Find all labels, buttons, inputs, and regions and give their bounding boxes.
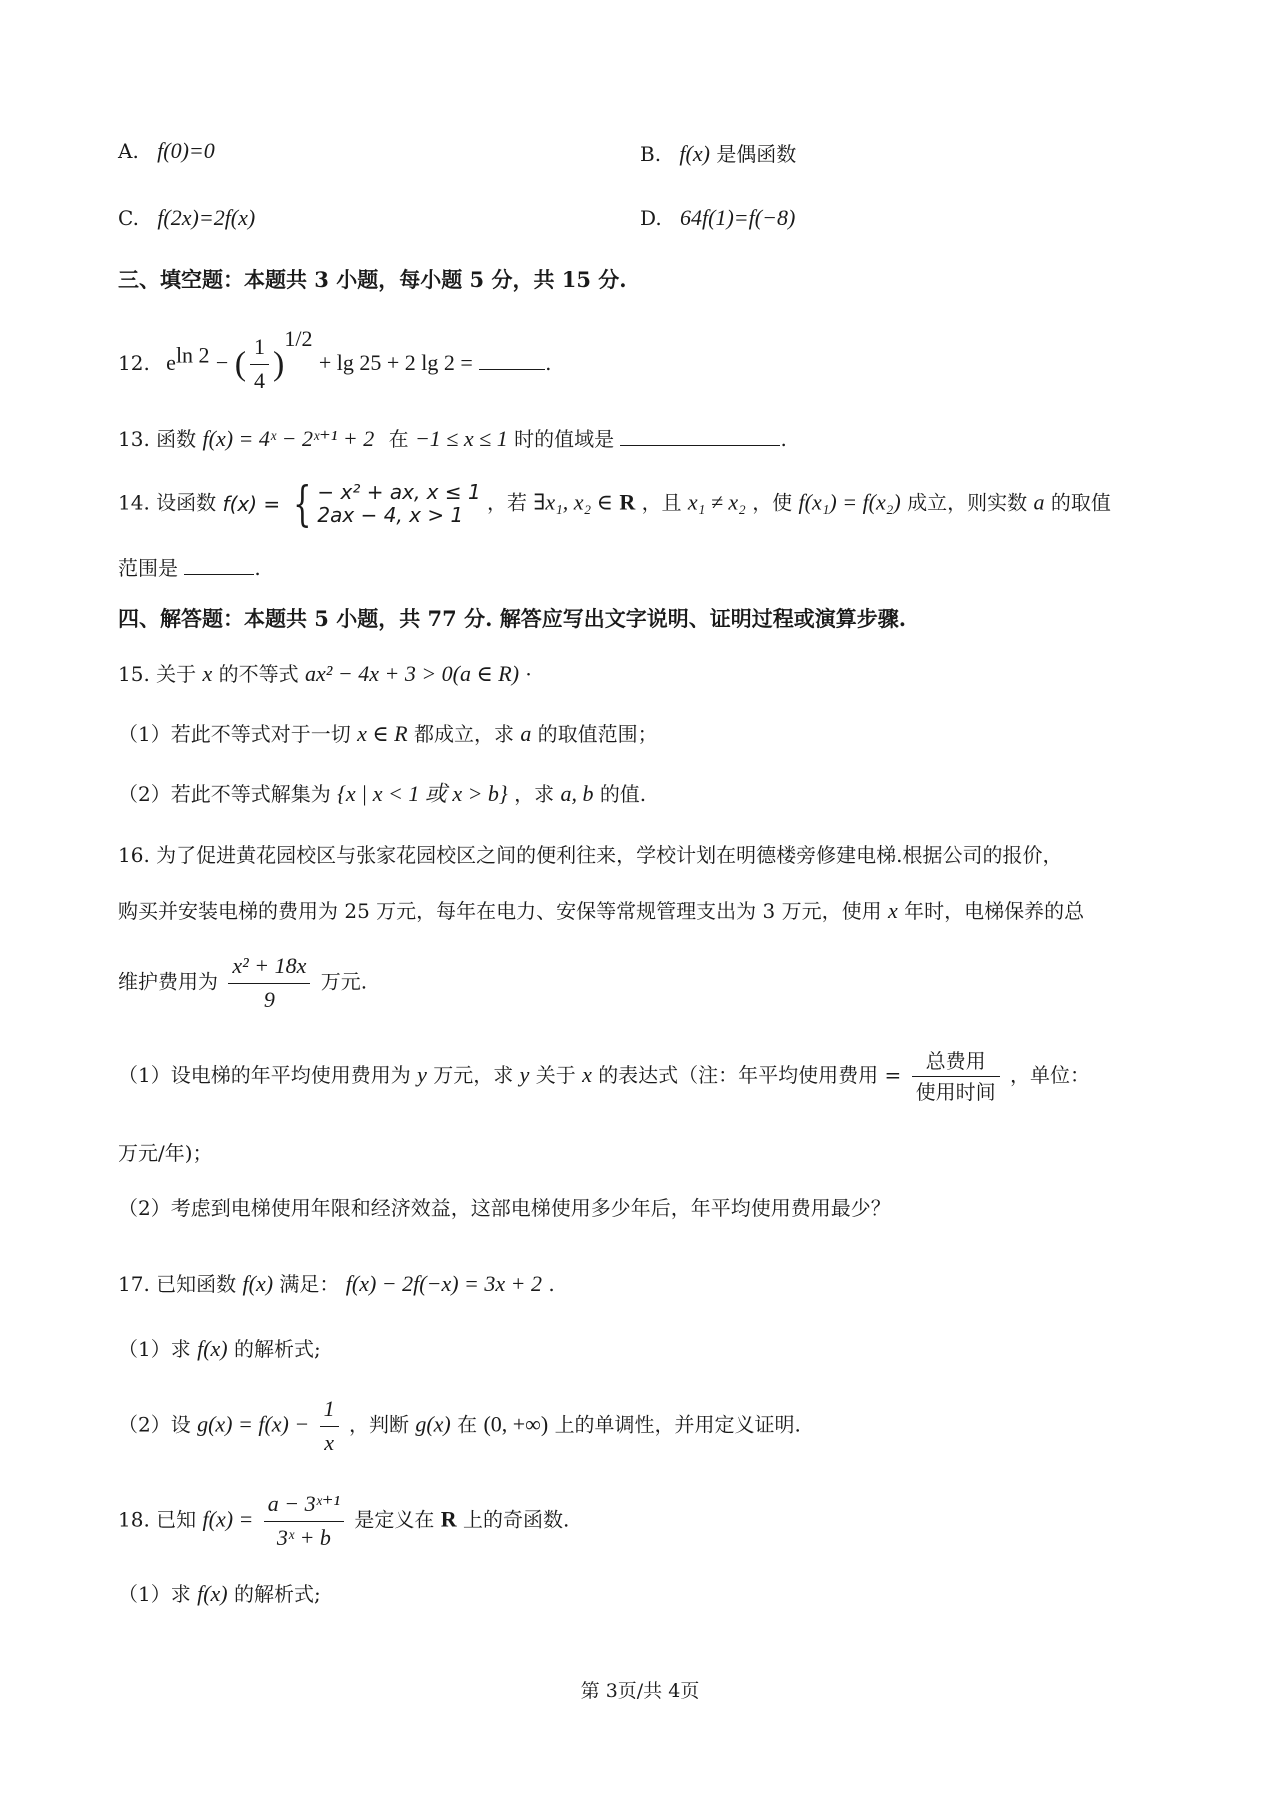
q15-x: x — [202, 661, 213, 686]
option-c-expr: f(2x)=2f(x) — [157, 205, 256, 230]
option-b — [640, 138, 796, 167]
q14-a: a — [1033, 489, 1045, 515]
question-16-part2: （2）考虑到电梯使用年限和经济效益，这部电梯使用多少年后，年平均使用费用最少？ — [118, 1196, 891, 1220]
question-17-part1 — [118, 1335, 321, 1364]
q14-case2: 2ax − 4, x > 1 — [317, 503, 464, 527]
question-14 — [118, 476, 1111, 532]
q18-frac-num: a − 3ˣ⁺¹ — [264, 1490, 344, 1522]
q16-line2a: 购买并安装电梯的费用为 25 万元，每年在电力、安保等常规管理支出为 3 万元，使用 — [118, 899, 882, 923]
q16-line2-x: x — [887, 898, 898, 923]
q14-number: 14. — [118, 490, 150, 515]
q12-answer-blank[interactable] — [479, 369, 545, 370]
q12-minus: − — [215, 350, 229, 375]
q13-text3: 时的值域是 — [514, 427, 615, 451]
q14-cond2: x₁ ≠ x₂ — [687, 489, 746, 515]
q16-p1-fraction — [912, 1048, 1000, 1105]
q17-p1-fx: f(x) — [197, 1336, 228, 1361]
q17-equation: f(x) − 2f(−x) = 3x + 2 — [345, 1271, 542, 1296]
q14-fx: f(x) = — [222, 491, 281, 516]
q15-p2-text: （2）若此不等式解集为 — [118, 782, 331, 806]
q16-p1-den: 使用时间 — [915, 1080, 996, 1104]
section3-heading: 三、填空题：本题共 3 小题，每小题 5 分，共 15 分. — [118, 267, 627, 292]
question-15-part1 — [118, 720, 658, 749]
q17-p1a: （1）求 — [118, 1337, 191, 1361]
q15-p1-cond: x ∈ R — [357, 721, 408, 746]
q18-p1a: （1）求 — [118, 1582, 191, 1606]
q12-paren-close: ) — [273, 345, 285, 383]
q13-range: −1 ≤ x ≤ 1 — [414, 426, 508, 451]
q13-text1: 函数 — [156, 427, 197, 451]
q17-p2c: 在 — [457, 1412, 478, 1437]
q16-p1-y: y — [417, 1062, 427, 1087]
question-16-part1 — [118, 1048, 1090, 1105]
option-d-label: D. — [640, 206, 662, 230]
option-a-expr: f(0)=0 — [157, 138, 215, 163]
q15-p2-text2: ，求 — [514, 782, 555, 806]
question-18-part1 — [118, 1580, 321, 1609]
q18-frac-den: 3ˣ + b — [276, 1524, 331, 1550]
q13-answer-blank[interactable] — [620, 445, 780, 446]
q17-fx: f(x) — [242, 1271, 274, 1296]
q15-p1-text2: 都成立，求 — [413, 722, 514, 746]
q14-text4: ，使 — [752, 490, 793, 515]
q15-text1: 关于 — [156, 662, 197, 686]
q12-fraction — [250, 333, 269, 395]
q12-exponent: 1/2 — [284, 326, 313, 351]
q14-cond3: f(x₁) = f(x₂) — [798, 489, 901, 515]
q14-R: R — [619, 489, 636, 515]
question-15-part2 — [118, 780, 646, 809]
q15-p1-text3: 的取值范围； — [537, 722, 658, 746]
q16-p1-x: x — [582, 1062, 592, 1087]
q18-R: R — [440, 1506, 457, 1532]
q15-expression: ax² − 4x + 3 > 0(a ∈ R) — [305, 661, 520, 686]
q15-number: 15. — [118, 662, 150, 686]
q12-paren-open: ( — [234, 345, 247, 383]
q14-line2: 范围是 — [118, 556, 178, 580]
q12-number: 12. — [118, 351, 150, 375]
q14-text6: 的取值 — [1050, 490, 1111, 515]
q15-p1-text: （1）若此不等式对于一切 — [118, 722, 351, 746]
q12-frac-num: 1 — [250, 333, 269, 365]
question-17 — [118, 1270, 555, 1299]
q15-p2-text3: 的值. — [599, 782, 647, 806]
q14-text2: ，若 — [487, 490, 528, 515]
q17-p2-g: g(x) = f(x) − — [197, 1411, 310, 1437]
question-13 — [118, 425, 787, 454]
question-17-part2 — [118, 1395, 801, 1457]
q17-p2-den: x — [324, 1429, 334, 1455]
q13-text2: 在 — [388, 427, 409, 451]
q17-p2a: （2）设 — [118, 1412, 191, 1437]
q14-text3: ，且 — [641, 490, 682, 515]
q18-text1: 已知 — [156, 1507, 197, 1532]
q16-p1d: 的表达式（注：年平均使用费用 — [598, 1063, 879, 1087]
question-15 — [118, 660, 532, 689]
q12-rest: + lg 25 + 2 lg 2 = — [318, 350, 473, 375]
q18-fx: f(x) = — [202, 1506, 254, 1532]
q17-end: . — [548, 1272, 555, 1296]
q14-text1: 设函数 — [156, 490, 217, 515]
q16-p1a: （1）设电梯的年平均使用费用为 — [118, 1063, 411, 1087]
q13-end: . — [780, 427, 787, 451]
option-b-text: 是偶函数 — [716, 142, 797, 166]
q13-number: 13. — [118, 427, 150, 451]
q16-line3b: 万元. — [320, 969, 368, 994]
q16-p1c: 关于 — [535, 1063, 576, 1087]
q17-p2b: ，判断 — [348, 1412, 409, 1437]
q14-cond1: ∃x₁, x₂ ∈ — [533, 489, 613, 515]
q15-text2: 的不等式 — [218, 662, 299, 686]
q17-p2-interval: (0, +∞) — [483, 1411, 549, 1437]
option-b-expr: f(x) — [679, 141, 710, 166]
q13-expression: f(x) = 4ˣ − 2ˣ⁺¹ + 2 — [202, 426, 375, 451]
q14-text5: 成立，则实数 — [907, 490, 1028, 515]
option-d-expr: 64f(1)=f(−8) — [680, 205, 796, 230]
option-c — [118, 205, 255, 231]
option-b-label: B. — [640, 142, 662, 166]
option-a-label: A. — [118, 139, 139, 163]
q16-p1b: 万元，求 — [433, 1063, 514, 1087]
section4-heading: 四、解答题：本题共 5 小题，共 77 分. 解答应写出文字说明、证明过程或演算步骤. — [118, 606, 907, 631]
q17-number: 17. — [118, 1272, 150, 1296]
q18-p1b: 的解析式; — [233, 1582, 321, 1606]
q18-fraction — [264, 1490, 344, 1552]
question-16-line1: 16. 为了促进黄花园校区与张家花园校区之间的便利往来，学校计划在明德楼旁修建电梯.根据公司的报价， — [118, 843, 1063, 867]
q15-end: · — [525, 662, 532, 686]
question-16-line2 — [118, 897, 1084, 926]
q12-e: e — [166, 350, 176, 375]
option-a — [118, 138, 215, 164]
option-d — [640, 205, 795, 231]
q17-p2d: 上的单调性，并用定义证明. — [554, 1412, 801, 1437]
q18-p1-fx: f(x) — [197, 1581, 228, 1606]
q16-fraction — [228, 952, 310, 1014]
q12-e-exponent: ln 2 — [175, 342, 210, 368]
q15-p1-a: a — [520, 721, 532, 746]
q14-end: . — [254, 556, 261, 580]
q14-answer-blank[interactable] — [184, 574, 254, 575]
q12-frac-den: 4 — [254, 368, 266, 393]
q17-text2: 满足： — [279, 1272, 340, 1296]
q14-case1: − x² + ax, x ≤ 1 — [317, 480, 481, 504]
q16-p1-num: 总费用 — [912, 1048, 1000, 1077]
q16-line2b: 年时，电梯保养的总 — [904, 899, 1085, 923]
q18-number: 18. — [118, 1507, 150, 1532]
q17-p2-fraction — [320, 1395, 339, 1457]
q16-p1e: ，单位： — [1010, 1063, 1091, 1087]
question-18 — [118, 1490, 569, 1552]
q14-brace: { — [292, 476, 311, 532]
q18-text3: 上的奇函数. — [463, 1507, 570, 1532]
q16-line3a: 维护费用为 — [118, 969, 218, 994]
question-16-line3 — [118, 952, 367, 1014]
q18-text2: 是定义在 — [354, 1507, 435, 1532]
q17-text1: 已知函数 — [156, 1272, 237, 1296]
question-12 — [118, 325, 552, 396]
option-c-label: C. — [118, 206, 139, 230]
question-14-line2 — [118, 555, 261, 581]
page-footer: 第 3页/共 4页 — [580, 1680, 700, 1702]
q17-p1b: 的解析式; — [233, 1337, 321, 1361]
q15-p2-set: {x | x < 1 或 x > b} — [337, 781, 508, 806]
q12-end: . — [545, 351, 552, 375]
q16-frac-num: x² + 18x — [228, 952, 310, 984]
q16-p1-y2: y — [519, 1062, 530, 1087]
q17-p2-g2: g(x) — [415, 1411, 451, 1437]
q17-p2-num: 1 — [320, 1395, 339, 1427]
q16-frac-den: 9 — [263, 986, 275, 1012]
question-16-part1-line2: 万元/年)； — [118, 1141, 213, 1165]
q16-p1-eq: = — [884, 1063, 902, 1087]
q14-cases — [317, 481, 480, 527]
q15-p2-ab: a, b — [560, 781, 594, 806]
